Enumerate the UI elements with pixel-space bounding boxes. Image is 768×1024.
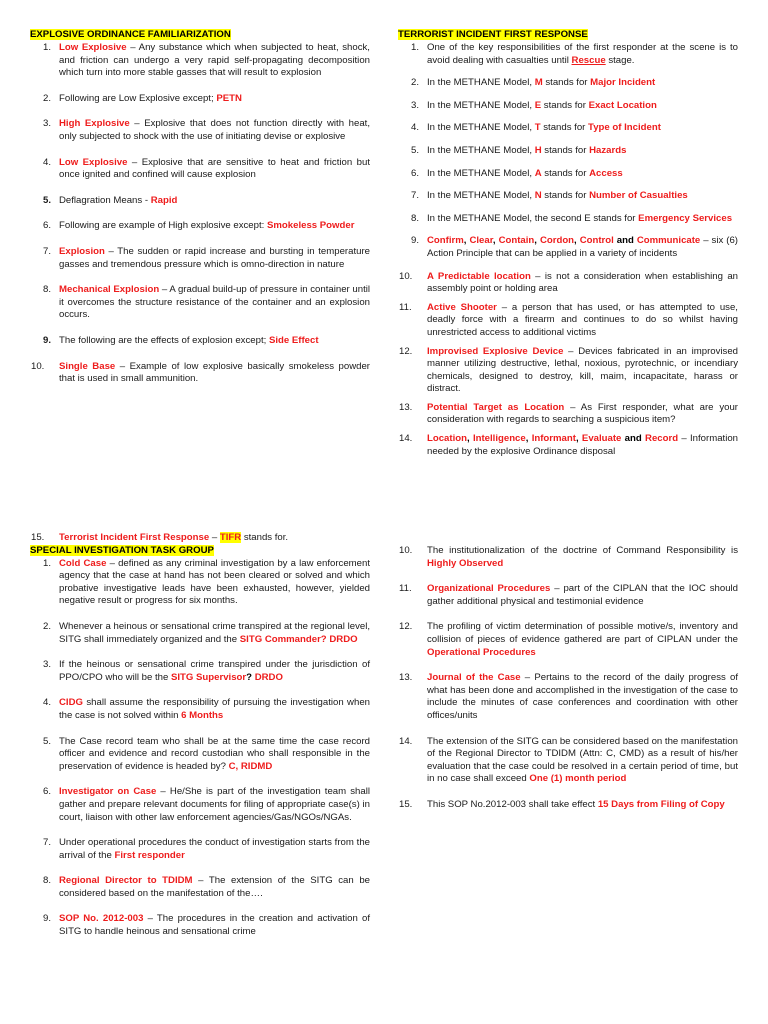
list-item <box>398 736 738 786</box>
list-item <box>30 875 370 900</box>
answer-text: Communicate <box>636 235 701 247</box>
answer-text: Low Explosive <box>59 42 127 53</box>
question-text: and <box>621 433 646 445</box>
answer-text: Contain <box>498 235 535 247</box>
answer-text: A <box>534 167 542 179</box>
answer-text: H <box>534 144 542 156</box>
answer-text: Exact Location <box>588 99 657 111</box>
item-number: 12. <box>399 621 413 633</box>
item-number: 6. <box>43 786 52 798</box>
list-item <box>30 786 370 824</box>
answer-text: Highly Observed <box>427 557 504 569</box>
question-text: In the METHANE Model, <box>427 144 535 156</box>
answer-text: Side Effect <box>268 334 319 346</box>
question-text: – is not a consideration when establishing an assembly point or holding area <box>427 270 738 295</box>
question-text: – Explosive that does not function directly with heat, only subjected to shock with the use of initiating devise or explosive <box>59 118 370 142</box>
item-number: 4. <box>43 697 52 709</box>
question-text: – defined as any criminal investigation by a law enforcement agency that the case at hand has not been cleared or solved and which probative investigative leads have been exhausted, however, yielded negative result or progress for six months. <box>59 557 371 607</box>
answer-text: SOP No. 2012-003 <box>59 913 144 925</box>
question-text: stands for <box>541 99 589 111</box>
answer-text: Informant <box>531 433 576 445</box>
sitg-continued-section <box>398 545 738 812</box>
question-text: , <box>574 235 580 247</box>
sitg-section-title: SPECIAL INVESTIGATION TASK GROUP <box>30 544 214 556</box>
list-item <box>30 621 370 646</box>
list-item <box>30 42 370 80</box>
question-text: In the METHANE Model, <box>427 167 535 179</box>
question-text: In the METHANE Model, <box>427 122 535 134</box>
list-item <box>398 100 738 113</box>
answer-text: Cold Case <box>59 557 107 569</box>
list-item <box>398 122 738 135</box>
item-number: 6. <box>411 167 420 179</box>
sitg-list <box>30 558 370 939</box>
item-number: 7. <box>43 837 52 849</box>
question-text: Following are Low Explosive except; <box>59 92 217 104</box>
list-item <box>398 42 738 67</box>
item-number: 2. <box>43 92 52 104</box>
answer-text: Control <box>579 235 614 247</box>
question-text: , <box>466 433 473 445</box>
question-text: This SOP No.2012-003 shall take effect <box>427 798 598 810</box>
list-item <box>30 246 370 271</box>
answer-text: Explosion <box>59 245 105 257</box>
question-text: – Any substance which when subjected to heat, shock, and friction can undergo a very rapid self-propagating decomposition which turn into more stable gasses that will result to explosion <box>59 42 370 79</box>
answer-text: Emergency Services <box>638 212 733 224</box>
question-text: – The extension of the SITG can be considered based on the manifestation of the…. <box>59 875 370 899</box>
item-number: 8. <box>43 875 52 887</box>
question-text: , <box>492 235 499 247</box>
item-number: 13. <box>399 672 413 684</box>
item-number: 9. <box>411 235 420 247</box>
question-text: – Information needed by the explosive Ordinance disposal <box>427 433 738 457</box>
answer-text: Rapid <box>150 194 178 206</box>
question-text: – The procedures in the creation and activation of SITG to handle heinous and sensational crime <box>59 913 370 938</box>
answer-text: Potential Target as Location <box>427 401 565 413</box>
list-item <box>30 736 370 774</box>
item-number: 15. <box>399 798 413 810</box>
question-text: The Case record team who shall be at the same time the case record officer and evidence and record custodian who shall responsible in the preservation of evidence is headed by? <box>59 735 370 772</box>
answer-text: Low Explosive <box>59 156 128 168</box>
list-item <box>30 837 370 862</box>
list-item <box>30 659 370 684</box>
list-item <box>30 558 370 608</box>
question-text: – six (6) Action Principle that can be applied in a variety of incidents <box>427 235 738 259</box>
terrorist-list <box>398 42 738 458</box>
question-text: ? <box>246 671 255 683</box>
question-text: – Example of low explosive basically smokeless powder that is used in small ammunition. <box>59 360 371 385</box>
item-number: 7. <box>411 190 420 202</box>
list-item <box>30 913 370 938</box>
item-number: 3. <box>43 659 52 671</box>
answer-text: M <box>534 77 543 89</box>
question-text: In the METHANE Model, <box>427 99 535 111</box>
question-text: – The sudden or rapid increase and bursting in temperature gasses and tremendous pressure which is omno-direction in nature <box>59 245 370 270</box>
list-item <box>398 402 738 427</box>
question-text: – A gradual build-up of pressure in container until it overcomes the structure resistance of the container and an explosion occurs. <box>59 284 370 321</box>
answer-text: Regional Director to TDIDM <box>59 875 193 887</box>
list-item <box>398 545 738 570</box>
question-text: – Pertains to the record of the daily progress of what has been done and accomplished in the investigation of the case to include the minutes of case conferences and coordination with other offices/units <box>427 672 738 721</box>
answer-text: High Explosive <box>59 118 130 130</box>
list-item <box>398 145 738 158</box>
list-item <box>398 346 738 396</box>
question-text: and <box>613 235 637 247</box>
answer-text: Mechanical Explosion <box>59 284 160 296</box>
terrorist-section <box>398 29 738 458</box>
answer-text: Single Base <box>59 360 116 372</box>
item-number: 3. <box>411 99 420 111</box>
answer-text: SITG Supervisor <box>170 671 247 683</box>
answer-text: Active Shooter <box>427 301 497 313</box>
answer-text: Record <box>645 433 679 445</box>
question-text: If the heinous or sensational crime transpired under the jurisdiction of PPO/CPO who will be the <box>59 659 370 683</box>
answer-text: Organizational Procedures <box>427 583 551 595</box>
item-number: 10. <box>399 545 413 556</box>
question-text: Whenever a heinous or sensational crime transpired at the regional level, SITG shall immediately organized and the <box>59 620 370 645</box>
answer-text: TIFR <box>219 532 242 543</box>
question-text: stands for. <box>241 532 289 543</box>
answer-text: Improvised Explosive Device <box>427 345 564 357</box>
question-text: – part of the CIPLAN that the IOC should gather additional physical and testimonial evidence <box>427 583 738 607</box>
item-number: 14. <box>399 735 413 747</box>
item-number: 11. <box>399 301 412 313</box>
question-text: stands for <box>541 144 590 156</box>
list-item <box>30 335 370 348</box>
answer-text: 6 Months <box>181 709 224 721</box>
item-number: 9. <box>43 913 52 925</box>
answer-text: 15 Days from Filing of Copy <box>597 798 725 810</box>
item-number: 13. <box>399 401 413 413</box>
question-text: , <box>525 433 532 445</box>
answer-text: Operational Procedures <box>427 646 536 658</box>
list-item <box>30 697 370 722</box>
question-text: Following are example of High explosive except: <box>59 220 267 232</box>
list-item <box>398 799 738 812</box>
answer-text: DRDO <box>254 671 283 683</box>
answer-text: Major Incident <box>590 77 656 89</box>
item-number: 6. <box>43 220 52 232</box>
answer-text: SITG Commander? DRDO <box>239 633 358 645</box>
item-number: 8. <box>43 284 52 296</box>
question-text: – Explosive that are sensitive to heat and friction but once ignited and confined will cause explosion <box>59 156 370 181</box>
answer-text: A Predictable location <box>427 270 531 282</box>
answer-text: Terrorist Incident First Response <box>59 532 210 543</box>
item-number: 11. <box>399 583 412 595</box>
answer-text: Investigator on Case <box>59 786 157 798</box>
question-text: stage. <box>605 54 635 66</box>
answer-text: Clear <box>469 235 493 247</box>
question-text: stands for <box>541 167 590 179</box>
list-item <box>398 621 738 659</box>
question-text: – Devices fabricated in an improvised manner utilizing destructive, lethal, noxious, pyrotechnic, or incendiary chemicals, designed to destroy, kill, maim, incapacitate, harass or distract. <box>427 345 738 395</box>
item-number: 10. <box>31 360 45 372</box>
question-text: , <box>463 235 470 247</box>
list-item <box>30 195 370 208</box>
question-text: stands for <box>541 190 590 202</box>
question-text: shall assume the responsibility of pursuing the investigation when the case is not solved within <box>59 697 370 721</box>
question-text: stands for <box>542 77 591 89</box>
item-number: 10. <box>399 270 413 282</box>
list-item <box>398 583 738 608</box>
answer-text: Location <box>427 433 467 445</box>
question-text: , <box>575 433 582 445</box>
item-number: 1. <box>411 42 420 53</box>
answer-text: One (1) month period <box>529 773 627 785</box>
list-item <box>398 190 738 203</box>
question-text: In the METHANE Model, <box>427 77 535 89</box>
list-item <box>398 213 738 226</box>
question-text: The following are the effects of explosion except; <box>59 334 269 346</box>
question-text: – a person that has used, or has attempted to use, deadly force with a firearm and continues to do so whilst having unrestricted access to additional victims <box>427 301 738 338</box>
question-text: The extension of the SITG can be considered based on the manifestation of the Regional Director to TDIDM (Attn: C, CMD) as a result of his/her evaluation that the case could be resolved in a certain period of time, but in no case shall exceed <box>427 735 738 785</box>
item-number: 4. <box>43 156 52 168</box>
sitg-section <box>30 532 370 939</box>
list-item <box>30 220 370 233</box>
list-item <box>398 271 738 296</box>
list-item <box>30 284 370 322</box>
answer-text: Confirm <box>427 235 464 247</box>
item-number: 5. <box>411 144 420 156</box>
tifr-item <box>30 532 370 545</box>
answer-text: T <box>534 122 541 134</box>
answer-text: C, RIDMD <box>228 760 273 772</box>
answer-text: Number of Casualties <box>589 190 688 202</box>
question-text: , <box>534 235 540 247</box>
question-text: – He/She is part of the investigation team shall gather and prepare relevant documents for filing of appropriate case(s) in court, liaison with other law enforcement agencies/Gas/NGOs/NGAs. <box>59 786 370 823</box>
answer-text: Access <box>589 167 623 179</box>
answer-text: Intelligence <box>472 433 526 445</box>
item-number: 8. <box>411 212 420 224</box>
list-item <box>398 433 738 458</box>
explosive-section-title: EXPLOSIVE ORDINANCE FAMILIARIZATION <box>30 29 231 40</box>
list-item <box>398 672 738 722</box>
list-item <box>398 168 738 181</box>
list-item <box>30 361 370 386</box>
answer-text: Rescue <box>571 54 606 66</box>
answer-text: Smokeless Powder <box>266 220 355 232</box>
item-number: 9. <box>43 334 52 346</box>
list-item <box>398 77 738 90</box>
list-item <box>398 235 738 260</box>
answer-text: Cordon <box>539 235 575 247</box>
terrorist-section-title: TERRORIST INCIDENT FIRST RESPONSE <box>398 29 588 40</box>
item-number: 4. <box>411 122 420 134</box>
answer-text: Type of Incident <box>588 122 661 134</box>
explosive-section <box>30 29 370 386</box>
item-number: 12. <box>399 345 413 357</box>
question-text: In the METHANE Model, <box>427 190 535 202</box>
answer-text: N <box>534 190 542 202</box>
question-text: – As First responder, what are your consideration with regards to searching a suspicious item? <box>427 401 738 426</box>
answer-text: Hazards <box>589 144 627 156</box>
question-text: stands for <box>540 122 589 134</box>
item-number: 1. <box>43 557 52 569</box>
answer-text: CIDG <box>59 697 83 709</box>
item-number: 1. <box>43 42 52 53</box>
item-number: 2. <box>411 77 420 89</box>
answer-text: Journal of the Case <box>427 672 521 684</box>
question-text: The institutionalization of the doctrine of Command Responsibility is <box>427 545 738 556</box>
sitg-continued-list <box>398 545 738 812</box>
answer-text: E <box>534 99 542 111</box>
question-text: In the METHANE Model, the second E stands for <box>427 212 639 224</box>
list-item <box>30 157 370 182</box>
item-number: 5. <box>43 735 52 747</box>
item-number: 7. <box>43 245 52 257</box>
question-text: – <box>209 532 220 543</box>
list-item <box>30 93 370 106</box>
item-number: 5. <box>43 194 52 206</box>
item-number: 3. <box>43 118 52 130</box>
question-text: The profiling of victim determination of possible motive/s, inventory and collision of pieces of evidence gathered are part of CIPLAN under the <box>427 621 738 645</box>
item-number: 15. <box>31 532 45 543</box>
answer-text: First responder <box>114 849 185 861</box>
item-number: 14. <box>399 433 413 445</box>
explosive-list <box>30 42 370 386</box>
list-item <box>30 118 370 143</box>
answer-text: Evaluate <box>581 433 622 445</box>
question-text: One of the key responsibilities of the first responder at the scene is to avoid dealing with casualties until <box>427 42 738 66</box>
answer-text: PETN <box>216 92 242 104</box>
list-item <box>398 302 738 340</box>
question-text: Deflagration Means - <box>59 194 151 206</box>
question-text: Under operational procedures the conduct of investigation starts from the arrival of the <box>59 837 370 861</box>
item-number: 2. <box>43 620 52 632</box>
